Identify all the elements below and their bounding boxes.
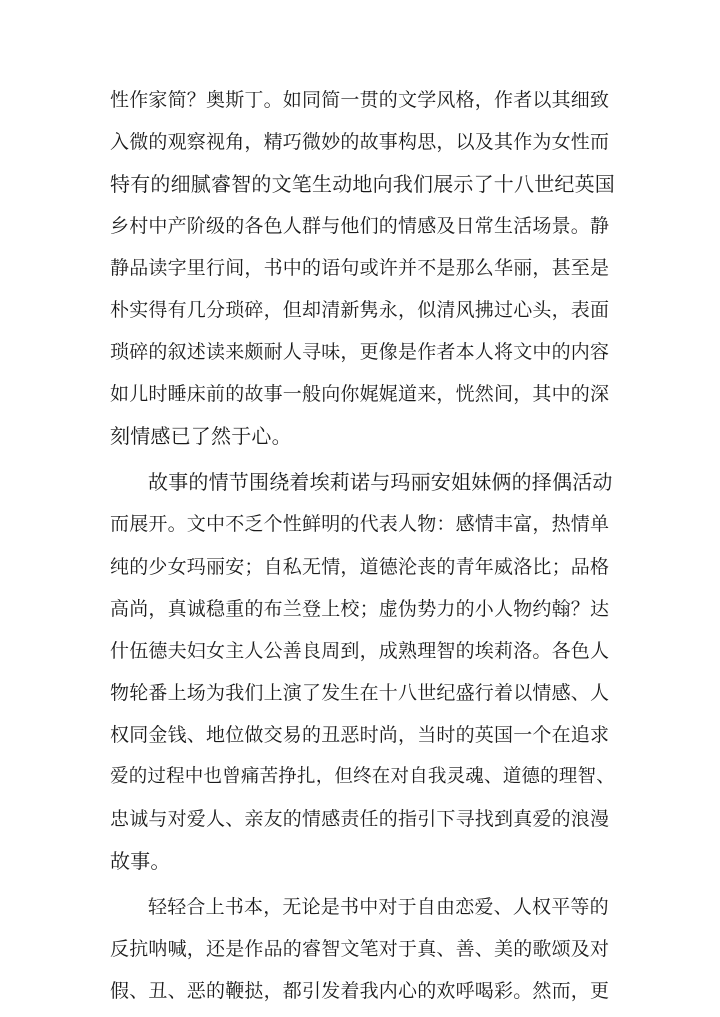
paragraph-3-line-3: 假、丑、恶的鞭挞，都引发着我内心的欢呼喝彩。然而，更 <box>110 980 610 1002</box>
paragraph-1-line-5: 静品读字里行间，书中的语句或许并不是那么华丽，甚至是 <box>110 257 610 280</box>
paragraph-1-line-3: 特有的细腻睿智的文笔生动地向我们展示了十八世纪英国 <box>110 172 615 197</box>
paragraph-2-line-2: 而展开。文中不乏个性鲜明的代表人物：感情丰富，热情单 <box>110 513 610 536</box>
paragraph-2-line-3: 纯的少女玛丽安；自私无情，道德沦丧的青年威洛比；品格 <box>110 555 610 578</box>
paragraph-1-line-2: 入微的观察视角，精巧微妙的故事构思，以及其作为女性而 <box>110 131 610 154</box>
paragraph-2-line-6: 物轮番上场为我们上演了发生在十八世纪盛行着以情感、人 <box>110 681 610 704</box>
paragraph-2-line-10: 故事。 <box>110 848 171 873</box>
paragraph-1-line-7: 琐碎的叙述读来颇耐人寻味，更像是作者本人将文中的内容 <box>110 341 610 364</box>
paragraph-2-line-5: 什伍德夫妇女主人公善良周到，成熟理智的埃莉洛。各色人 <box>110 639 610 662</box>
paragraph-2-line-8: 爱的过程中也曾痛苦挣扎，但终在对自我灵魂、道德的理智、 <box>110 765 615 787</box>
paragraph-1-line-8: 如儿时睡床前的故事一般向你娓娓道来，恍然间，其中的深 <box>110 383 610 406</box>
paragraph-1-line-1: 性作家简？奥斯丁。如同简一贯的文学风格，作者以其细致 <box>110 89 610 111</box>
paragraph-2-line-4: 高尚，真诚稳重的布兰登上校；虚伪势力的小人物约翰？达 <box>110 597 610 620</box>
paragraph-2-line-1: 故事的情节围绕着埃莉诺与玛丽安姐妹俩的择偶活动 <box>148 470 613 495</box>
paragraph-2-line-9: 忠诚与对爱人、亲友的情感责任的指引下寻找到真爱的浪漫 <box>110 807 610 830</box>
paragraph-1-line-4: 乡村中产阶级的各色人群与他们的情感及日常生活场景。静 <box>110 215 610 238</box>
paragraph-3-line-2: 反抗呐喊，还是作品的睿智文笔对于真、善、美的歌颂及对 <box>110 937 610 960</box>
paragraph-1-line-9: 刻情感已了然于心。 <box>110 424 292 449</box>
paragraph-3-line-1: 轻轻合上书本，无论是书中对于自由恋爱、人权平等的 <box>148 895 609 918</box>
paragraph-1-line-6: 朴实得有几分琐碎，但却清新隽永，似清风拂过心头，表面 <box>110 299 610 322</box>
paragraph-2-line-7: 权同金钱、地位做交易的丑恶时尚，当时的英国一个在追求 <box>110 723 610 746</box>
